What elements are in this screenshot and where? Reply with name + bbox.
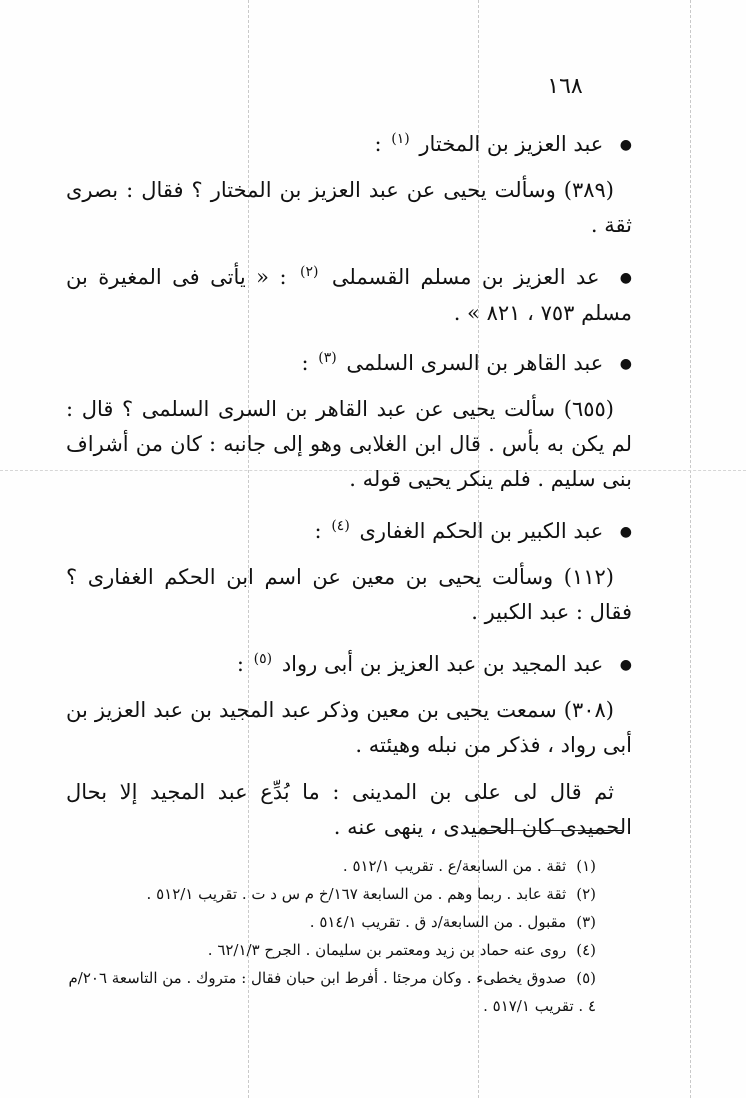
entry-heading [66, 255, 632, 331]
footnote-number: (٢) [576, 885, 596, 903]
bullet-icon: ● [619, 524, 632, 540]
scan-guide-line [690, 0, 691, 1098]
footnote-number: (٤) [576, 941, 596, 959]
heading-tail: : [301, 351, 309, 375]
narration-paragraph: ثم قال لى على بن المدينى : ما بُدِّع عبد المجيد إلا بحال الحميدى كان الحميدى ، ينهى عنه . [66, 780, 632, 839]
bullet-icon: ● [619, 356, 632, 372]
narration-paragraph: (٣٨٩) وسألت يحيى عن عبد العزيز بن المختار ؟ فقال : بصرى ثقة . [66, 178, 632, 237]
footnote-text: ثقة عابد . ربما وهم . من السابعة ١٦٧/خ م س د ت . تقريب ٥١٢/١ . [146, 885, 567, 903]
footnote-text: صدوق يخطىء . وكان مرجئا . أفرط ابن حبان فقال : متروك . من التاسعة ٢٠٦/م ٤ . تقريب ٥١٧/١ . [68, 969, 596, 1015]
heading-tail: : « يأتى فى المغيرة بن مسلم ٧٥٣ ، ٨٢١ » . [66, 265, 632, 325]
bullet-icon: ● [619, 137, 632, 153]
footnote [66, 852, 596, 880]
footnote-text: روى عنه حماد بن زيد ومعتمر بن سليمان . الجرح ٦٢/١/٣ . [207, 941, 567, 959]
entry-heading [66, 341, 632, 382]
narrator-name: عبد القاهر بن السرى السلمى [346, 351, 604, 375]
footnote [66, 936, 596, 964]
narrator-name: عبد المجيد بن عبد العزيز بن أبى رواد [281, 652, 604, 676]
footnote [66, 908, 596, 936]
footnote-number: (٣) [576, 913, 596, 931]
narration-paragraph: (٣٠٨) سمعت يحيى بن معين وذكر عبد المجيد بن عبد العزيز بن أبى رواد ، فذكر من نبله وهيئته . [66, 698, 632, 757]
footnote-ref[interactable]: (٤) [331, 518, 350, 534]
footnote-text: ثقة . من السابعة/ع . تقريب ٥١٢/١ . [342, 857, 567, 875]
narrator-name: عبد الكبير بن الحكم الغفارى [359, 519, 604, 543]
bullet-icon: ● [619, 657, 632, 673]
main-text [66, 122, 632, 857]
heading-tail: : [314, 519, 322, 543]
narration-paragraph: (٦٥٥) سألت يحيى عن عبد القاهر بن السرى السلمى ؟ قال : لم يكن به بأس . قال ابن الغلابى وهو إلى جانبه : كان من أشراف بنى سليم . فلم ينكر يحيى قوله . [66, 397, 632, 491]
footnotes [66, 852, 596, 1020]
footnote-ref[interactable]: (٣) [318, 350, 337, 366]
entry-heading [66, 642, 632, 683]
footnote-text: مقبول . من السابعة/د ق . تقريب ٥١٤/١ . [309, 913, 567, 931]
narrator-name: عبد العزيز بن المختار [419, 132, 604, 156]
heading-tail: : [236, 652, 244, 676]
entry-heading [66, 122, 632, 163]
page-number: ١٦٨ [547, 74, 583, 99]
entry-heading [66, 509, 632, 550]
footnote-ref[interactable]: (١) [391, 131, 410, 147]
footnote-ref[interactable]: (٢) [299, 264, 319, 280]
footnote [66, 880, 596, 908]
footnote [66, 964, 596, 1020]
bullet-icon: ● [619, 270, 632, 286]
heading-tail: : [374, 132, 382, 156]
narrator-name: عد العزيز بن مسلم القسملى [331, 265, 600, 289]
footnote-number: (٥) [576, 969, 596, 987]
footnote-ref[interactable]: (٥) [253, 651, 273, 667]
narration-paragraph: (١١٢) وسألت يحيى بن معين عن اسم ابن الحكم الغفارى ؟ فقال : عبد الكبير . [66, 565, 632, 624]
footnote-separator [480, 830, 622, 831]
footnote-number: (١) [576, 857, 596, 875]
